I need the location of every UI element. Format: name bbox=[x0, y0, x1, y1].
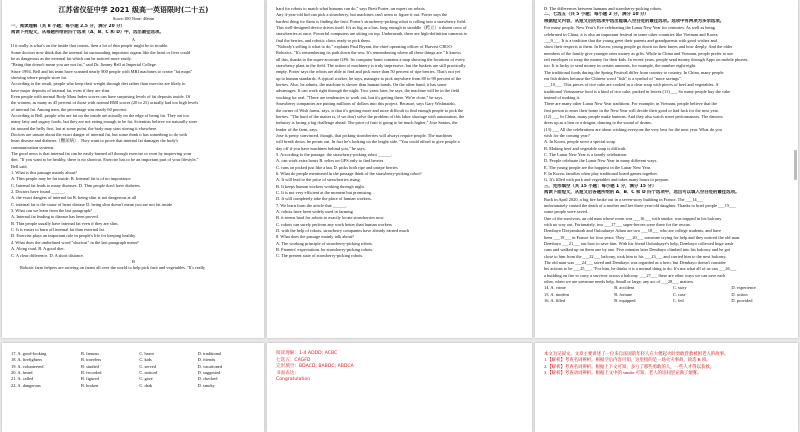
cloze-options bbox=[544, 285, 790, 304]
passage-line: red envelopes to wrap the money for their kids. In recent years, people send money through Apps on mobile phones, bbox=[544, 56, 749, 62]
option-cell: D. traditional bbox=[197, 351, 222, 356]
option-cell: C. noticed bbox=[139, 370, 158, 376]
option-cell: 22. A. dangerous bbox=[11, 382, 41, 388]
option-cell: C. fed bbox=[672, 298, 684, 304]
explanation-line: 2.【解析】考查名词辨析。根据上下文可知，多亏了那些勇敢的人，一些人才得以获救。 bbox=[544, 363, 715, 369]
answer-line: Congratulation bbox=[276, 377, 311, 383]
option-cell: D. experience bbox=[731, 285, 756, 291]
passage-line: of internal fat. Among men, the percentage was nearly 60 percent. bbox=[11, 106, 127, 112]
explanation-line: 3.【解析】考查动词辨析。根据上文中的 smoke 可知，老人的房间里充满了烟雾。 bbox=[544, 370, 702, 376]
cloze-line: One of the survivors, an old man whose room was ___16___ with smoke, was trapped in his balcony bbox=[544, 215, 722, 221]
passage-line: This well-designed device drives itself. It's as big as a bus, long enough to straddle（跨立）a dozen rows of bbox=[276, 25, 467, 31]
question-line: C. Internal fat leads to many diseases. D. Thin people don't have diabetes. bbox=[11, 182, 141, 188]
passage-line: diet. "If you want to be healthy, there is no shortcut. Exercise has to be an important part of your lifestyle," bbox=[11, 157, 199, 163]
passage-line: fat around the belly first, but at some point, the body may start storing it elsewhere. bbox=[11, 125, 158, 131]
answer-line: 阅读理解：1-4 ADDD; ACBC bbox=[276, 351, 338, 356]
passage-text bbox=[544, 25, 790, 139]
passage-text bbox=[276, 6, 524, 152]
document-page-3 bbox=[535, 0, 798, 338]
passage-line: berries. Also, he admits, the machine is slower than human hands. On the other hand, it has some bbox=[276, 82, 447, 88]
option-cell: C. gave bbox=[139, 376, 153, 382]
passage-line: According to the result, people who keep their weight through diet rather than exercise are likely to bbox=[11, 81, 186, 87]
option-cell: B. figured bbox=[81, 376, 99, 382]
question-line: A. Internal fat leading to disease has been proved. bbox=[11, 214, 99, 220]
passage-line: strawberries at once. Powerful computers are sitting on top. Underneath, there are high-definition cameras to bbox=[276, 31, 468, 37]
option-cell: C. kids bbox=[139, 357, 152, 363]
passage-line: Jose is pretty convinced, though, that picking strawberries will always require people. The machines bbox=[276, 132, 453, 138]
option-line: D. People celebrate the Lunar New Year in many different ways. bbox=[544, 158, 658, 164]
option-cell: B. equipped bbox=[614, 298, 636, 304]
cloze-line: close to him from the ___22___ balcony, took him to his ___23___ and carried him to the next balcony. bbox=[544, 253, 727, 259]
option-line: C. The Lunar New Year is a family celebration. bbox=[544, 152, 628, 158]
option-line: G. It's filled with pork and vegetables and takes many hours to prepare. bbox=[544, 177, 670, 183]
option-line: D. The differences between humans and strawberry-picking robots. bbox=[544, 6, 663, 11]
option-cell: 20. A. heard bbox=[11, 370, 33, 376]
answer-line: 七选五：CAGFD bbox=[276, 357, 311, 363]
passage-line: Doctors are unsure about the exact danger of internal fat, but some think it has something to do with bbox=[11, 131, 187, 137]
option-cell: C. served bbox=[139, 363, 156, 369]
passage-line: showing where people store fat. bbox=[11, 74, 67, 80]
question-line: 8. What does the passage mainly talk about? bbox=[276, 234, 354, 240]
question-line: A. It will lead to the price of strawberries rising. bbox=[276, 177, 361, 183]
passage-line: dress up as a lion or a dragon, dancing to the sound of drums. bbox=[544, 120, 652, 126]
passage-line: The traditional foods during the Spring Festival differ from country to country. In China, many people bbox=[544, 69, 724, 75]
question-line: 4. What does the underlined word "shortcut" in the last paragraph mean? bbox=[11, 239, 139, 245]
option-cell: B. broken bbox=[81, 382, 99, 388]
passage-line: For many people, New Year's Eve celebrating the Lunar New Year for centuries. As well as being bbox=[544, 25, 716, 31]
option-row bbox=[544, 298, 790, 304]
question-line: 3. What can we learn from the last paragraph? bbox=[11, 208, 92, 214]
question-line: C. It is easier to burn off internal fat than external fat. bbox=[11, 227, 105, 233]
passage-line: (13) ___ All the celebrations are about wishing everyone the very best for the next year. What do you bbox=[544, 126, 722, 132]
option-cell: D. friends bbox=[197, 357, 216, 363]
passage-line: Bell said. bbox=[11, 163, 28, 169]
question-line: C. runs on picked just like a bus D. picks both ripe and unripe berries bbox=[276, 164, 398, 170]
exam-title: 江苏省仪征中学 2021 级高一英语限时(二十五) bbox=[58, 6, 209, 14]
passage-line: berries. "The hard of the matter is, if we don't solve the problem of this labor shortage with automation, the bbox=[276, 113, 465, 119]
cloze-options bbox=[11, 351, 256, 389]
passage-line: industry is facing a big challenge ahead. The price of fruit is going to be much higher," Jose Santos, the bbox=[276, 120, 458, 126]
question-line: A. Along road. B. A good diet. bbox=[11, 246, 65, 252]
passage-line: hardest thing for them is finding the fruit. Porter's strawberry-picking robot is rolling into a strawberry field. bbox=[276, 18, 467, 24]
passage-line: advantages. It can work right through the night. Two years later, he says, the machine will be in the field bbox=[276, 88, 460, 94]
passage-line: heart disease and diabetes（糖尿病）. They want to prove that internal fat damages the body's bbox=[11, 138, 179, 144]
document-page-4 bbox=[2, 343, 264, 432]
passage-text bbox=[11, 43, 256, 170]
passage-label: B bbox=[132, 258, 135, 264]
cloze-line: with no way out. Fortunately, two ___17___ super-heroes were there for the rescue. bbox=[544, 221, 692, 227]
document-page-6 bbox=[535, 343, 798, 432]
option-line: A. In Korea, people serve a special soup. bbox=[544, 139, 616, 145]
document-page-1 bbox=[2, 0, 264, 338]
passage-line: eat fish dishes because the Chinese word "fish" is a symbol of "more savings". bbox=[544, 75, 682, 81]
passage-line: all this, thanks to the super-accurate GPS. Its computer brain contains a map showing the locations of every bbox=[276, 56, 466, 62]
question-line: A. Thin people may be fat inside. B. Internal fat is of no importance. bbox=[11, 176, 132, 182]
section-heading: 三、完形填空（共 15 小题；每小题 1 分，满分 15 分） bbox=[544, 183, 657, 189]
passage-line: "Being thin doesn't mean you are not fat," said Dr. Jimmy Bell at Imperial College. bbox=[11, 62, 157, 68]
option-cell: 17. A. good-looking bbox=[11, 351, 47, 356]
section-instruction: 阅读下列短文，从每题所给的四个选项（A、B、C 和 D）中，选出最佳选项。 bbox=[11, 30, 164, 36]
option-cell: 21. A. called bbox=[11, 376, 34, 382]
passage-line: The good news is that internal fat can be easily burned off through exercise or even by improving your bbox=[11, 151, 192, 156]
question-line: B. it seems hard for robots to exactly locate strawberries now bbox=[276, 215, 384, 221]
passage-line: hard for robots to match what humans can do," says Brett Porter, an expert on robots. bbox=[276, 6, 426, 11]
answer-line: 书面表达： bbox=[276, 370, 299, 376]
option-cell: B. studied bbox=[81, 363, 99, 369]
option-cell: C. case bbox=[672, 291, 686, 297]
option-row bbox=[11, 383, 256, 389]
passage-line: find the berries, and robotic claws ready to pick them. bbox=[276, 37, 371, 43]
answer-key bbox=[276, 351, 524, 384]
options-block bbox=[544, 139, 790, 183]
cloze-text bbox=[544, 197, 790, 286]
option-cell: C. story bbox=[672, 285, 687, 291]
option-cell: B. famous bbox=[81, 351, 100, 356]
document-page-5 bbox=[267, 343, 532, 432]
passage-line: the women, as many as 45 percent of those with normal BMI scores (20 to 25) actually had too high levels bbox=[11, 100, 199, 106]
question-line: C. robots can surely perform any work better than human workers bbox=[276, 221, 392, 227]
option-cell: D. suggested bbox=[197, 370, 221, 376]
section-heading: 一、阅读理解（共 8 小题；每小题 2.5 分，满分 20 分） bbox=[11, 24, 125, 29]
question-line: D. Exercise plays an important role in people's life for keeping healthy. bbox=[11, 233, 136, 239]
passage-line: ___10___. This pieces of rice cake are cooked in a clear soup with pieces of beef and vegetables. A bbox=[544, 82, 719, 88]
passage-line: empty. Porter says the robots are able to find and pick more than 50 percent of ripe berries. That's not yet bbox=[276, 69, 461, 75]
question-line: B. It keeps human workers working through night. bbox=[276, 183, 365, 189]
passage-line: Some doctors now think that the internal fat surrounding important organs like the heart or liver could bbox=[11, 49, 191, 55]
document-page-2 bbox=[267, 0, 532, 338]
passage-line: Since 1994, Bell and his team have scanned nearly 800 people with MRI machines to create "fat maps" bbox=[11, 68, 193, 74]
option-cell: D. checked bbox=[197, 376, 218, 382]
question-line: A. the exact dangers of internal fat B. being slim is not dangerous at all bbox=[11, 195, 137, 201]
passage-line: According to Bell, people who are fat on the inside are actually on the edge of being fat. They eat too bbox=[11, 112, 189, 118]
option-cell: D. provided bbox=[731, 298, 753, 304]
scrollbar[interactable] bbox=[794, 150, 797, 180]
passage-line: wish for the coming year? bbox=[544, 133, 590, 138]
option-cell: C. brave bbox=[139, 351, 155, 356]
cloze-line: Dembayo Diriyamboah and Oulouluaye Adam are two ___18___ who are college students, and have bbox=[544, 228, 722, 234]
question-line: C. internal fat is the cause of heart disease D. being slim doesn't mean you are not fat inside bbox=[11, 201, 173, 207]
cloze-line: other, when we are someone needs help. Small or large, any act of ___28___ matters. bbox=[544, 279, 694, 285]
cloze-line: a building on fire to carry a survivor across a balcony. ___27___ there are other ways we can save each bbox=[544, 272, 726, 278]
option-cell: 16. A. filled bbox=[544, 298, 565, 304]
passage-line: have major deposits of internal fat, even if they are slim. bbox=[11, 87, 111, 93]
passage-label: A bbox=[131, 36, 136, 42]
passage-line: "Nobody's selling it what to do," explains Paul Bryant, the chief operating officer of Harvest CROO bbox=[276, 44, 452, 50]
option-cell: D. vacationed bbox=[197, 363, 223, 369]
passage-line: many fatty and sugary foods, but they are not eating enough to be fat. Scientists believe we naturally store bbox=[11, 119, 198, 125]
option-cell: 18. A. firefighters bbox=[11, 357, 43, 363]
option-cell: B. accident bbox=[614, 285, 635, 291]
explanation-line: 1.【解析】考查名词辨析。根据空后内容可知，这里指的是一场火灾事故，故选 B 项。 bbox=[544, 357, 711, 363]
option-cell: B. travelers bbox=[81, 357, 102, 363]
question-line: 2. Doctors have found ______. bbox=[11, 189, 66, 195]
passage-line: first person to enter their home in the New Year will decide their good or bad luck for the next year. bbox=[544, 107, 719, 113]
passage-line: leader of the farm, says. bbox=[276, 126, 319, 132]
passage-line: too. It is lucky to send money in certain amounts, for example, the number eight-eight. bbox=[544, 63, 697, 69]
question-line: D. with the help of robots, strawberry companies have already earned much bbox=[276, 228, 410, 234]
answer-explanation bbox=[544, 351, 790, 376]
option-line: B. Making beef and vegetable soup is difficult. bbox=[544, 145, 627, 151]
cloze-line: his actions to be ___25___. "For him, he thinks it is a normal thing to do. It's not what all of us can ___26___ bbox=[544, 266, 737, 272]
option-cell: D. action bbox=[731, 291, 748, 297]
passage-line: show their respects to them. In Korea, young people go down on their knees and bow deeply. And the older bbox=[544, 44, 733, 50]
option-line: E. The young people are the happiest in the Lunar New Year. bbox=[544, 164, 651, 170]
cloze-line: some people were saved. bbox=[544, 209, 588, 215]
passage-line: There are many other Lunar New Year traditions. For example, in Vietnam, people believe that the bbox=[544, 101, 717, 107]
question-line: A. robots have been widely used in farming bbox=[276, 209, 353, 214]
section-instruction: 阅读下面短文，从短文后各题所给的 A、B、C 和 D 四个选项中，选出可以填入空白处的最佳选项。 bbox=[544, 190, 740, 196]
passage-line: day off if you have machines behind you," he says. bbox=[276, 145, 366, 151]
section-heading: 二、七选五（共 5 小题；每小题 2 分，满分 10 分） bbox=[544, 12, 649, 18]
passage-line: If it really is what's on the inside that counts, then a lot of thin people might be in trouble. bbox=[11, 43, 169, 49]
passage-line: will break down, he points out. In fact he's looking on the bright side. "You could afford to give people a bbox=[276, 139, 460, 145]
passage-line: instead of making it. bbox=[544, 94, 581, 100]
passage-line: members of the family give younger ones money as gifts. While in China and Vietnam, people prefer to use bbox=[544, 50, 734, 56]
passage-line: Any 4-year-old kid can pick a strawberry, but machines can't seem to figure it out. Porter says the bbox=[276, 12, 448, 18]
passage-line: the owner of Wish farms, says, is that it's getting more and more difficult to find enough people to pick the bbox=[276, 107, 464, 113]
question-block bbox=[11, 170, 256, 259]
option-cell: C. dark bbox=[139, 382, 153, 388]
passage-line: be as dangerous as the external fat which can be noticed more easily. bbox=[11, 55, 132, 61]
option-cell: 14. A. crime bbox=[544, 285, 566, 291]
option-cell: 19. A. volunteered bbox=[11, 363, 44, 369]
question-line: 5. According to the passage, the strawberry-picking robot ______. bbox=[276, 151, 393, 157]
question-line: C. A clear difference. D. A short distance. bbox=[11, 252, 84, 258]
section-instruction: 根据短文内容，从短文后的选项中选出能填入空白处的最佳选项。选项中有两项为多余选项。 bbox=[544, 18, 725, 24]
option-cell: B. recorded bbox=[81, 370, 102, 376]
option-line: F. In Korea, families often play traditional board games together. bbox=[544, 171, 658, 177]
passage-line: Robotic farm helpers are arriving on farms all over the world to help pick fruit and vegetables. "It's really bbox=[20, 265, 206, 271]
passage-line: up to human standards. A typical worker, he says, manages to pick anywhere from 80 to 90 percent of the bbox=[276, 75, 462, 81]
option-cell: D. smoky bbox=[197, 382, 215, 388]
question-line: C. The present state of strawberry-picking robots. bbox=[276, 253, 364, 259]
passage-line: strawberry plant in the field. The action of machinery is truly impressive, but the baskets are still practically bbox=[276, 63, 466, 69]
answer-line: 完形填空：BDACD; BABDC; ABDCA bbox=[276, 364, 354, 370]
question-line: 1. What is this passage mainly about? bbox=[11, 170, 78, 176]
cloze-line: Dembayo ___21___ out how to save him. With his friend Oulouluaye's help, Dembayo collected huge trash bbox=[544, 240, 734, 246]
question-line: D. It will completely take the place of human workers. bbox=[276, 196, 372, 202]
cloze-line: Back in April 2020, a big fire broke out in a seven-story building in France. The ___14___ bbox=[544, 196, 704, 202]
cloze-line: been ___19___ in France for four years. They ___20___ someone crying for help and they noticed the old man. bbox=[544, 234, 741, 240]
question-line: B. Farmers' expectations for strawberry-picking robots. bbox=[276, 247, 374, 253]
cloze-line: unfortunately caused the death of a mother and her three-year-old daughter. Thanks to brief people ___15___ bbox=[544, 202, 736, 208]
cloze-line: The old man was ___24___ saved and Dembayo was regarded as a hero, but Dembayo doesn't consider bbox=[544, 260, 726, 265]
option-cell: B. fortune bbox=[614, 291, 633, 297]
exam-subtitle: Score:100 Time: 40min bbox=[112, 16, 155, 21]
passage-line: communication systems. bbox=[11, 144, 55, 150]
question-line: C. It is not very efficient at the moment but promising. bbox=[276, 189, 373, 195]
question-line: 7. We learn from the article that ______. bbox=[276, 202, 348, 208]
question-line: B. Thin people usually have internal fat even if they are slim. bbox=[11, 220, 119, 226]
question-block bbox=[276, 152, 524, 260]
passage-line: Robotics. "It's remembering its path down the row. It's remembering where all these things are." It knows bbox=[276, 50, 461, 56]
passage-line: celebrated in China, it is also an important festival in some other countries like Vietnam and Korea. bbox=[544, 31, 719, 37]
passage-line: Even people with normal Body Mass Index scores can have surprising levels of fat deposits inside. Of bbox=[11, 93, 191, 99]
option-cell: 15. A. modern bbox=[544, 291, 570, 297]
passage-line: ___9___. It is a tradition that the young greet their parents and grandparents with good wishes and bbox=[544, 37, 717, 43]
passage-line: working for real. "There are tendencies to work out, but it's getting there. We're close," he says. bbox=[276, 94, 444, 100]
explanation-line: 本文为记叙文。文章主要讲述了一位来自法国的年轻人在大楼起火时勇敢营救被困老人的故事。 bbox=[544, 351, 729, 356]
question-line: A. can work extra hours B. relies on GPS only to find berries bbox=[276, 158, 384, 164]
passage-line: (12) ___ In China, many people make lanterns. And they also watch street performances. The dancers bbox=[544, 113, 723, 119]
passage-line: traditional Vietnamese food is a kind of rice cake, packed in leaves (11) ___ So many people buy the cake bbox=[544, 88, 731, 94]
question-line: A. The working principle of strawberry-picking robots. bbox=[276, 240, 373, 246]
passage-line: Strawberry companies are putting millions of dollars into this project. Because, says Gary Wishnatzki, bbox=[276, 101, 456, 107]
question-line: 6. What do people mentioned in the passage think of the strawberry-picking robot? bbox=[276, 170, 422, 176]
cloze-line: cans and walked up on them one by one. Five minutes later Dembayo climbed into his balcony and he got bbox=[544, 247, 731, 253]
